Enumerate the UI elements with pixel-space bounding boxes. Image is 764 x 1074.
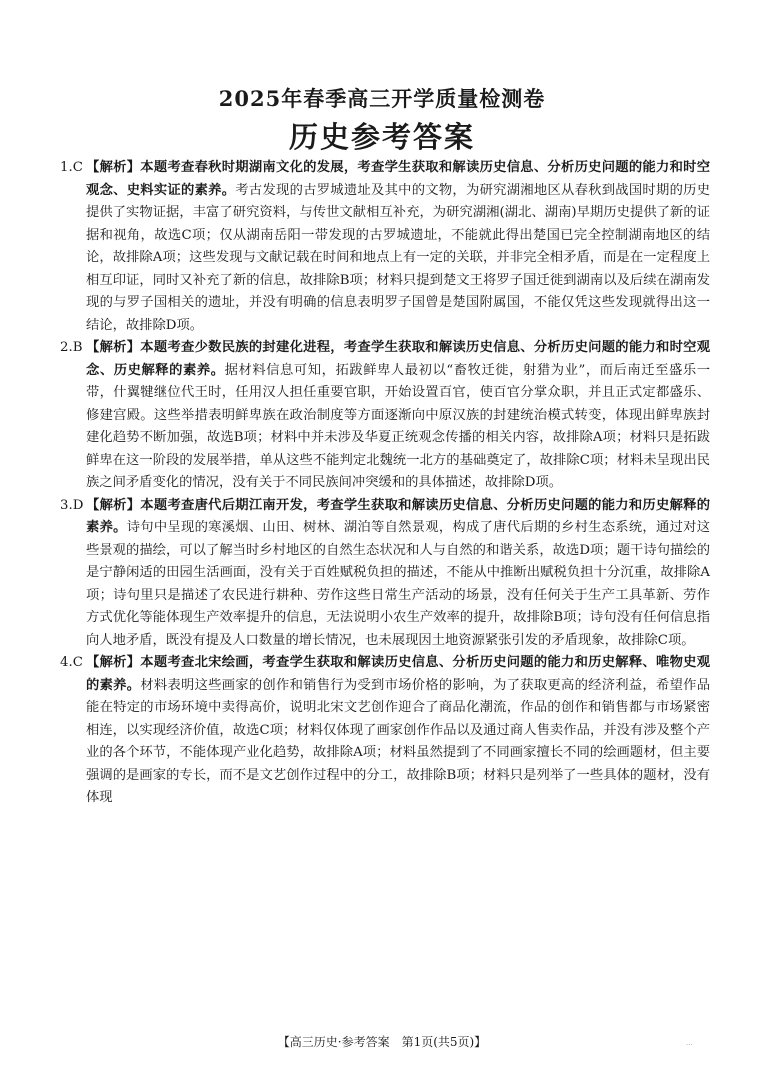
analysis-lead: 本题考查少数民族的封建化进程，考查学生获取和解读历史信息、分析历史问题的能力和时空观念、历史解释的素养。 xyxy=(86,340,711,378)
analysis-body: 考古发现的古罗城遗址及其中的文物，为研究湖湘地区从春秋到战国时期的历史提供了实物证据，丰富了研究资料，与传世文献相互补充，为研究湖湘(湖北、湖南)早期历史提供了新的证据和视角，故选C项；仅从湖南岳阳一带发现的古罗城遗址，不能就此得出楚国已完全控制湖南地区的结论，故排除A项；这些发现与文献记载在时间和地点上有一定的关联，并非完全相矛盾，而是在一定程度上相互印证，同时又补充了新的信息，故排除B项；材料只提到楚文王将罗子国迁徙到湖南以及后续在湖南发现的与罗子国相关的遗址，并没有明确的信息表明罗子国曾是楚国附属国，不能仅凭这些发现就得出这一结论，故排除D项。 xyxy=(86,182,711,333)
analysis-lead: 本题考查北宋绘画，考查学生获取和解读历史信息、分析历史问题的能力和历史解释、唯物史观的素养。 xyxy=(86,655,711,693)
analysis-tag: 【解析】 xyxy=(86,497,141,513)
analysis-lead: 本题考查唐代后期江南开发，考查学生获取和解读历史信息、分析历史问题的能力和历史解释的素养。 xyxy=(86,497,711,535)
answer-item-4 xyxy=(60,652,710,810)
analysis-tag: 【解析】 xyxy=(86,340,141,355)
answer-item-2 xyxy=(60,337,710,495)
analysis-body: 据材料信息可知，拓跋鲜卑人最初以“畜牧迁徙，射猎为业”，而后南迁至盛乐一带，什翼犍继位代王时，任用汉人担任重要官职，开始设置百官，使百官分掌众职，并且正式定都盛乐、修建宫殿。这些举措表明鲜卑族在政治制度等方面逐渐向中原汉族的封建统治模式转变，体现出鲜卑族封建化趋势不断加强，故选B项；材料中并未涉及华夏正统观念传播的相关内容，故排除A项；材料只是拓跋鲜卑在这一阶段的发展举措，单从这些不能判定北魏统一北方的基础奠定了，故排除C项；材料未呈现出民族之间矛盾变化的情况，没有关于不同民族间冲突缓和的具体描述，故排除D项。 xyxy=(86,362,710,490)
analysis-body: 诗句中呈现的寒溪烟、山田、树林、湖泊等自然景观，构成了唐代后期的乡村生态系统，通过对这些景观的描绘，可以了解当时乡村地区的自然生态状况和人与自然的和谐关系，故选D项；题干诗句描绘的是宁静闲适的田园生活画面，没有关于百姓赋税负担的描述，不能从中推断出赋税负担十分沉重，故排除A项；诗句里只是描述了农民进行耕种、劳作这些日常生产活动的场景，没有任何关于生产工具革新、劳作方式优化等能体现生产效率提升的信息，无法说明小农生产效率的提升，故排除B项；诗句没有任何信息指向人地矛盾，既没有提及人口数量的增长情况，也未展现因土地资源紧张引发的矛盾现象，故排除C项。 xyxy=(86,520,711,648)
answer-list xyxy=(60,157,710,810)
analysis-body: 材料表明这些画家的创作和销售行为受到市场价格的影响，为了获取更高的经济利益，希望作品能在特定的市场环境中卖得高价，说明北宋文艺创作迎合了商品化潮流，作品的创作和销售都与市场紧密相连，以实现经济价值，故选C项；材料仅体现了画家创作作品以及通过商人售卖作品，并没有涉及整个产业的各个环节，不能体现产业化趋势，故排除A项；材料虽然提到了不同画家擅长不同的绘画题材，但主要强调的是画家的专长，而不是文艺创作过程中的分工，故排除B项；材料只是列举了一些具体的题材，没有体现 xyxy=(86,677,711,805)
answer-item-3 xyxy=(60,495,710,653)
page-footer: 【高三历史·参考答案 第1页(共5页)】 xyxy=(277,1035,487,1049)
corner-marker: ... xyxy=(686,1039,693,1047)
answer-number: 1.C xyxy=(60,160,83,175)
analysis-lead: 本题考查春秋时期湖南文化的发展，考查学生获取和解读历史信息、分析历史问题的能力和时空观念、史料实证的素养。 xyxy=(86,160,711,198)
analysis-tag: 【解析】 xyxy=(86,160,141,175)
answer-number: 2.B xyxy=(60,340,83,355)
answer-item-1 xyxy=(60,157,710,337)
answer-number: 3.D xyxy=(60,497,84,513)
answer-number: 4.C xyxy=(60,655,83,670)
document-subtitle: 历史参考答案 xyxy=(288,120,475,154)
analysis-tag: 【解析】 xyxy=(86,655,141,670)
document-title: 2025年春季高三开学质量检测卷 xyxy=(218,86,546,111)
